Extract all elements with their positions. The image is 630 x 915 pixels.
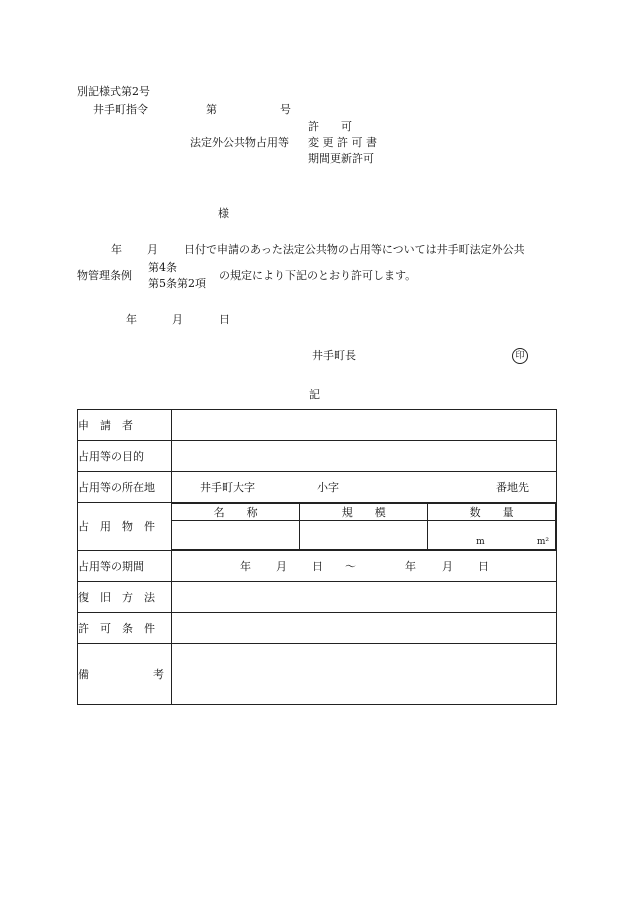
remarks-label-a: 備 [78,667,89,681]
value-location [172,472,557,503]
remarks-label-b: 考 [153,667,164,681]
date-day: 日 [219,313,230,326]
value-restore [172,582,557,613]
unit-m: m [476,537,485,547]
period-d2: 日 [478,560,489,573]
period-d1: 日 [312,560,323,573]
applicant-label: 申 請 者 [78,418,133,432]
location-label: 占用等の所在地 [78,472,172,503]
body-line2-start: 物管理条例 [77,269,132,282]
permit-table [77,409,557,705]
conditions-label: 許 可 条 件 [78,613,172,644]
seal-icon [512,348,528,364]
number-go: 号 [280,103,291,116]
value-conditions [172,613,557,644]
period-m2: 月 [442,560,453,573]
object-value-qty [428,521,556,550]
title-kikan: 期間更新許可 [308,152,374,165]
object-label: 占 用 物 件 [78,503,172,551]
row-location [78,472,557,503]
location-oaza: 井手町大字 [200,481,255,494]
period-y1: 年 [240,560,251,573]
period-y2: 年 [405,560,416,573]
object-header-row [172,504,556,521]
addressee-sama: 様 [218,207,229,220]
value-applicant [172,410,557,441]
body-year: 年 [111,243,122,256]
object-value-row [172,521,556,550]
title-prefix: 法定外公共物占用等 [190,136,289,149]
row-object [78,503,557,551]
object-value-scale [300,521,428,550]
date-year: 年 [126,313,137,326]
title-kyoka: 許 可 [308,120,352,133]
seal-text: 印 [515,350,525,361]
body-line1: 日付で申請のあった法定公共物の占用等については井手町法定外公共 [184,243,525,256]
object-header-scale: 規 模 [300,504,428,521]
row-remarks [78,644,557,705]
title-henkou: 変 更 許 可 書 [308,136,377,149]
issuer-label: 井手町指令 [93,103,148,116]
row-conditions [78,613,557,644]
value-object [172,503,557,551]
unit-m2: m² [536,537,549,547]
body-clause-a: 第4条 [148,261,177,274]
value-purpose [172,441,557,472]
restore-label: 復 旧 方 法 [78,582,172,613]
row-applicant [78,410,557,441]
label-remarks [78,644,172,705]
ki-heading: 記 [309,388,320,401]
body-line2-end: の規定により下記のとおり許可します。 [219,269,417,282]
object-value-name [172,521,300,550]
row-restore [78,582,557,613]
body-month: 月 [147,243,158,256]
object-header-qty: 数 量 [428,504,556,521]
period-m1: 月 [276,560,287,573]
row-period [78,551,557,582]
object-header-name: 名 称 [172,504,300,521]
location-banchi: 番地先 [496,481,529,494]
signer: 井手町長 [312,349,356,362]
date-month: 月 [172,313,183,326]
period-label: 占用等の期間 [78,551,172,582]
object-subtable [172,503,556,550]
label-applicant [78,410,172,441]
number-dai: 第 [206,103,217,116]
form-number: 別記様式第2号 [77,85,150,98]
period-tilde: ～ [345,560,356,573]
row-purpose [78,441,557,472]
location-koaza: 小字 [317,481,339,494]
purpose-label: 占用等の目的 [78,441,172,472]
body-clause-b: 第5条第2項 [148,277,206,290]
value-remarks [172,644,557,705]
value-period [172,551,557,582]
